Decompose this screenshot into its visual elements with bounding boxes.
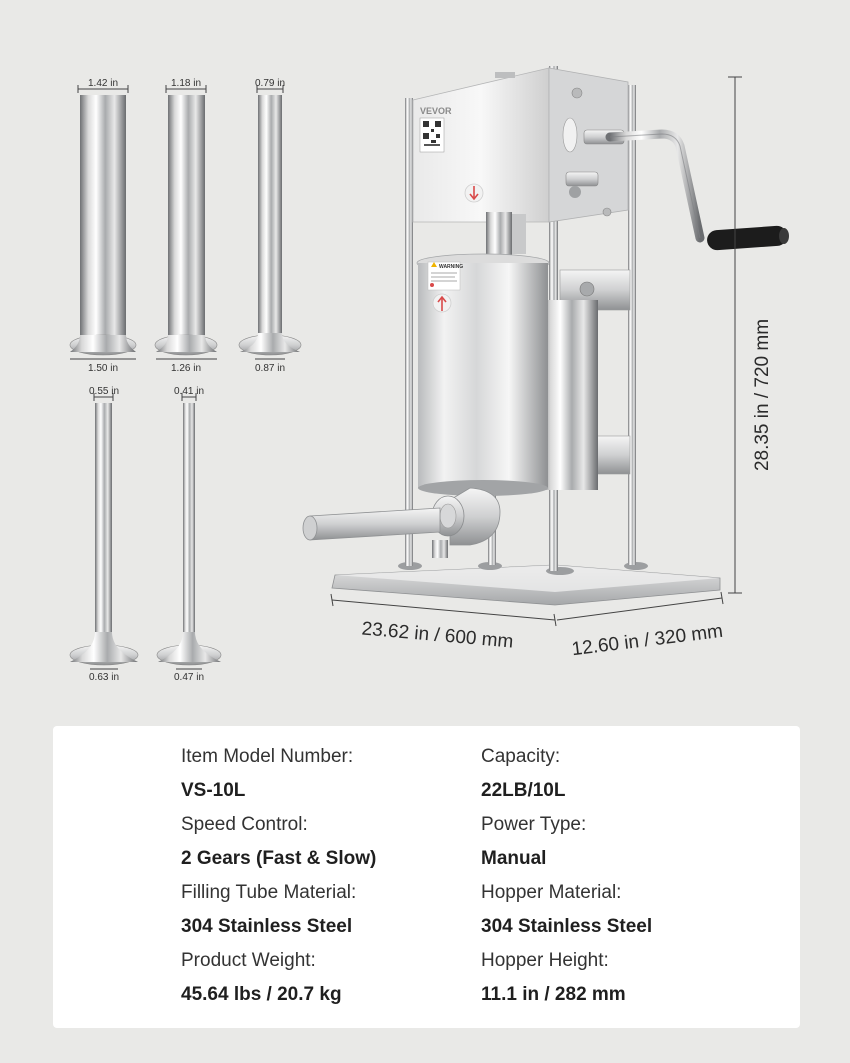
tube-1-bottom-label: 1.50 in bbox=[87, 363, 119, 374]
height-dimension-label: 28.35 in / 720 mm bbox=[752, 318, 773, 472]
spec-value-model-number: VS-10L bbox=[181, 780, 246, 801]
filling-tube-3 bbox=[239, 78, 301, 374]
spec-label-hopper-height: Hopper Height: bbox=[481, 950, 609, 971]
tube-4-top-label: 0.55 in bbox=[88, 386, 120, 397]
spec-label-speed-control: Speed Control: bbox=[181, 814, 308, 835]
spec-value-tube-material: 304 Stainless Steel bbox=[181, 916, 353, 937]
tube-1-top-label: 1.42 in bbox=[87, 78, 119, 89]
filling-tube-2 bbox=[155, 78, 217, 374]
spec-label-tube-material: Filling Tube Material: bbox=[181, 882, 357, 903]
tube-3-bottom-label: 0.87 in bbox=[254, 363, 286, 374]
tube-5-bottom-label: 0.47 in bbox=[173, 672, 205, 683]
spec-value-product-weight: 45.64 lbs / 20.7 kg bbox=[181, 984, 342, 1005]
tube-2-top-label: 1.18 in bbox=[170, 78, 202, 89]
tube-5-top-label: 0.41 in bbox=[173, 386, 205, 397]
qr-code bbox=[420, 118, 444, 152]
specifications-card bbox=[53, 726, 800, 1028]
tube-2-bottom-label: 1.26 in bbox=[170, 363, 202, 374]
spec-label-hopper-material: Hopper Material: bbox=[481, 882, 622, 903]
spec-value-speed-control: 2 Gears (Fast & Slow) bbox=[181, 848, 377, 869]
width-dimension-label: 23.62 in / 600 mm bbox=[360, 618, 515, 653]
spec-label-product-weight: Product Weight: bbox=[181, 950, 316, 971]
filling-tube-4 bbox=[70, 386, 138, 683]
spec-value-power-type: Manual bbox=[481, 848, 547, 869]
brand-label: VEVOR bbox=[420, 106, 452, 116]
spec-value-hopper-height: 11.1 in / 282 mm bbox=[481, 984, 626, 1005]
warning-label: WARNING bbox=[439, 264, 464, 270]
sausage-stuffer-machine bbox=[303, 66, 789, 660]
warning-sticker bbox=[428, 262, 463, 290]
filling-tube-1 bbox=[70, 78, 136, 374]
spec-label-capacity: Capacity: bbox=[481, 746, 561, 767]
depth-dimension-label: 12.60 in / 320 mm bbox=[570, 620, 725, 661]
specs-left-column bbox=[181, 740, 376, 1012]
spec-label-model-number: Item Model Number: bbox=[181, 746, 354, 767]
specs-right-column bbox=[481, 740, 652, 1012]
filling-tube-5 bbox=[157, 386, 221, 683]
spec-value-capacity: 22LB/10L bbox=[481, 780, 566, 801]
tube-3-top-label: 0.79 in bbox=[254, 78, 286, 89]
spec-value-hopper-material: 304 Stainless Steel bbox=[481, 916, 653, 937]
spec-label-power-type: Power Type: bbox=[481, 814, 587, 835]
tube-4-bottom-label: 0.63 in bbox=[88, 672, 120, 683]
